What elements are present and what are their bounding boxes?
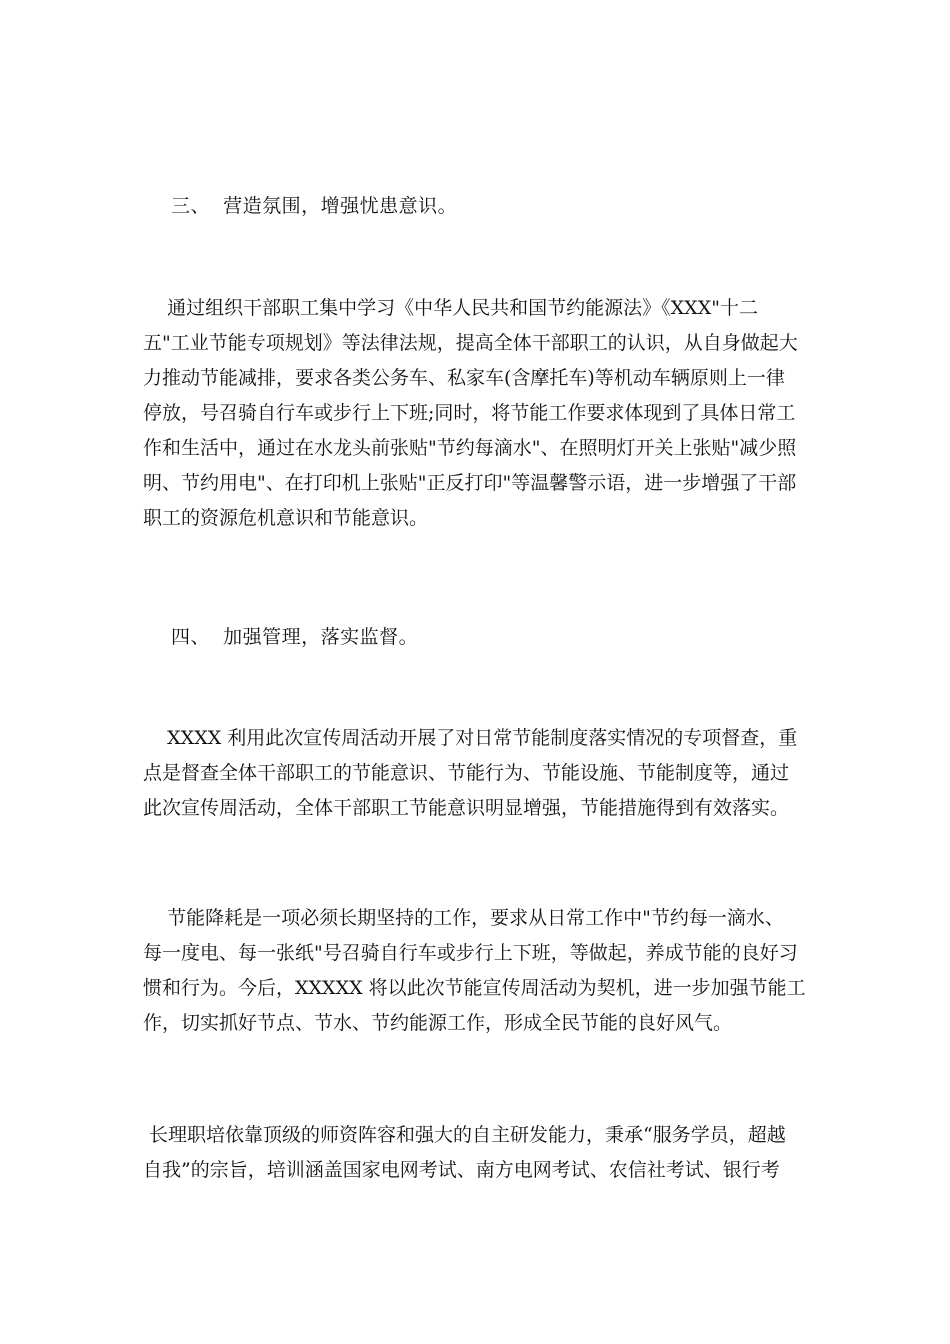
paragraph-line: 明、节约用电"、在打印机上张贴"正反打印"等温馨警示语，进一步增强了干部 bbox=[143, 472, 797, 494]
paragraph-line: 节能降耗是一项必须长期坚持的工作，要求从日常工作中"节约每一滴水、 bbox=[143, 907, 784, 929]
paragraph-line: 此次宣传周活动，全体干部职工节能意识明显增强，节能措施得到有效落实。 bbox=[143, 797, 790, 819]
section3-heading-text: 三、 营造氛围，增强忧患意识。 bbox=[171, 195, 458, 217]
conclusion-paragraph bbox=[143, 901, 813, 1041]
paragraph-line: 通过组织干部职工集中学习《中华人民共和国节约能源法》《XXX"十二 bbox=[143, 297, 758, 319]
paragraph-line: 自我”的宗旨，培训涵盖国家电网考试、南方电网考试、农信社考试、银行考 bbox=[143, 1159, 780, 1181]
paragraph-line: 职工的资源危机意识和节能意识。 bbox=[143, 507, 429, 529]
paragraph-line: 每一度电、每一张纸"号召骑自行车或步行上下班，等做起，养成节能的良好习 bbox=[143, 942, 798, 964]
section4-paragraph bbox=[143, 721, 813, 826]
paragraph-line: XXXX 利用此次宣传周活动开展了对日常节能制度落实情况的专项督查，重 bbox=[143, 727, 798, 749]
paragraph-line: 停放，号召骑自行车或步行上下班;同时，将节能工作要求体现到了具体日常工 bbox=[143, 402, 796, 424]
paragraph-line: 点是督查全体干部职工的节能意识、节能行为、节能设施、节能制度等，通过 bbox=[143, 762, 790, 784]
paragraph-line: 惯和行为。今后，XXXXX 将以此次节能宣传周活动为契机，进一步加强节能工 bbox=[143, 977, 806, 999]
paragraph-line: 作和生活中，通过在水龙头前张贴"节约每滴水"、在照明灯开关上张贴"减少照 bbox=[143, 437, 797, 459]
section4-heading-text: 四、 加强管理，落实监督。 bbox=[171, 626, 419, 648]
paragraph-line: 作，切实抓好节点、节水、节约能源工作，形成全民节能的良好风气。 bbox=[143, 1012, 733, 1034]
paragraph-line: 五"工业节能专项规划》等法律法规，提高全体干部职工的认识，从自身做起大 bbox=[143, 332, 798, 354]
paragraph-line: 力推动节能减排，要求各类公务车、私家车(含摩托车)等机动车辆原则上一律 bbox=[143, 367, 785, 389]
section3-paragraph bbox=[143, 291, 813, 536]
section3-heading bbox=[143, 189, 813, 224]
ad-paragraph bbox=[143, 1118, 813, 1188]
section4-heading bbox=[143, 620, 813, 655]
paragraph-line: 长理职培依靠顶级的师资阵容和强大的自主研发能力，秉承“服务学员，超越 bbox=[143, 1124, 786, 1146]
